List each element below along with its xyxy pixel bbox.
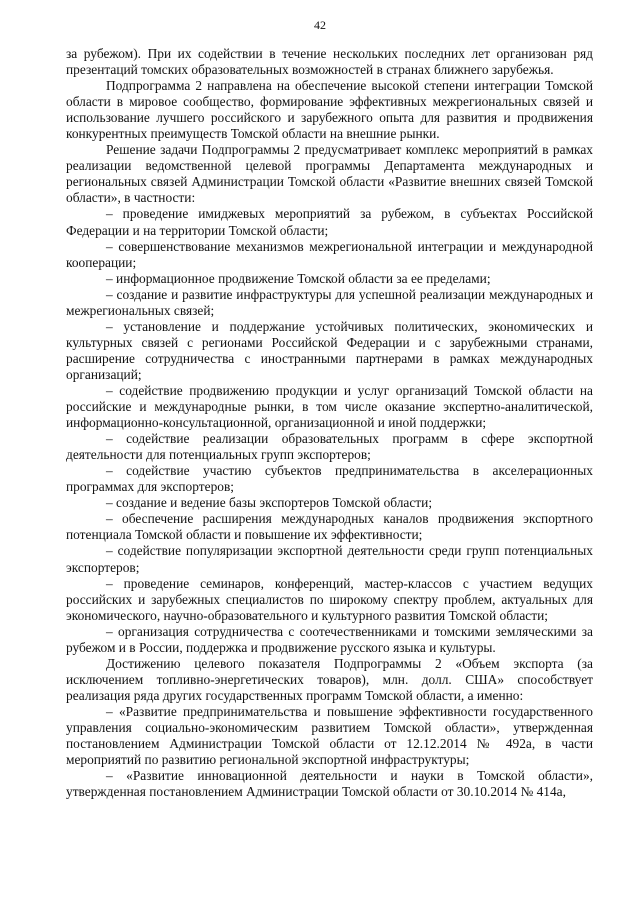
list-item: – проведение семинаров, конференций, мастер-классов с участием ведущих российских и зарубежных специалистов по широкому спектру проблем, актуальных для экономического, научно-образовательного и культурного развития Томской области; <box>66 575 593 623</box>
list-item: – проведение имиджевых мероприятий за рубежом, в субъектах Российской Федерации и на территории Томской области; <box>66 206 593 238</box>
paragraph: Подпрограмма 2 направлена на обеспечение высокой степени интеграции Томской области в мировое сообщество, формирование эффективных межрегиональных связей и использование лучшего российского и зарубежного опыта для развития и продвижения конкурентных преимуществ Томской области на внешние рынки. <box>66 78 593 142</box>
list-item: – создание и ведение базы экспортеров Томской области; <box>106 495 433 511</box>
list-item: – содействие реализации образовательных программ в сфере экспортной деятельности для потенциальных групп экспортеров; <box>66 431 593 463</box>
list-item: – совершенствование механизмов межрегиональной интеграции и международной кооперации; <box>66 238 593 270</box>
list-item: – обеспечение расширения международных каналов продвижения экспортного потенциала Томской области и повышение их эффективности; <box>66 511 593 543</box>
list-item: – информационное продвижение Томской области за ее пределами; <box>106 270 491 286</box>
list-item: – содействие участию субъектов предпринимательства в акселерационных программах для экспортеров; <box>66 463 593 495</box>
list-item: – «Развитие инновационной деятельности и науки в Томской области», утвержденная постановлением Администрации Томской области от 30.10.2014 № 414а, <box>66 768 593 800</box>
list-item: – содействие популяризации экспортной деятельности среди групп потенциальных экспортеров; <box>66 543 593 575</box>
list-item: – организация сотрудничества с соотечественниками и томскими земляческими за рубежом и в России, поддержка и продвижение русского языка и культуры. <box>66 623 593 655</box>
paragraph: за рубежом). При их содействии в течение нескольких последних лет организован ряд презентаций томских образовательных возможностей в странах ближнего зарубежья. <box>66 46 593 78</box>
list-item: – содействие продвижению продукции и услуг организаций Томской области на российские и международные рынки, в том числе оказание экспертно-аналитической, информационно-консультационной, организационной и иной поддержки; <box>66 382 593 431</box>
list-item: – создание и развитие инфраструктуры для успешной реализации международных и межрегиональных связей; <box>66 286 593 318</box>
page-number: 42 <box>314 18 326 32</box>
paragraph: Решение задачи Подпрограммы 2 предусматривает комплекс мероприятий в рамках реализации ведомственной целевой программы Департамента международных и региональных связей Администрации Томской области «Развитие внешних связей Томской области», в частности: <box>66 142 593 206</box>
list-item: – «Развитие предпринимательства и повышение эффективности государственного управления социально-экономическим развитием Томской области», утвержденная постановлением Администрации Томской области от 12.12.2014 № 492а, в части мероприятий по развитию региональной экспортной инфраструктуры; <box>66 703 593 768</box>
body-text <box>66 46 593 800</box>
list-item: – установление и поддержание устойчивых политических, экономических и культурных связей с регионами Российской Федерации и с зарубежными странами, расширение сотрудничества с иностранными партнерами в рамках международных организаций; <box>66 318 593 382</box>
paragraph: Достижению целевого показателя Подпрограммы 2 «Объем экспорта (за исключением топливно-энергетических товаров), млн. долл. США» способствует реализация ряда других государственных программ Томской области, а именно: <box>66 655 593 703</box>
